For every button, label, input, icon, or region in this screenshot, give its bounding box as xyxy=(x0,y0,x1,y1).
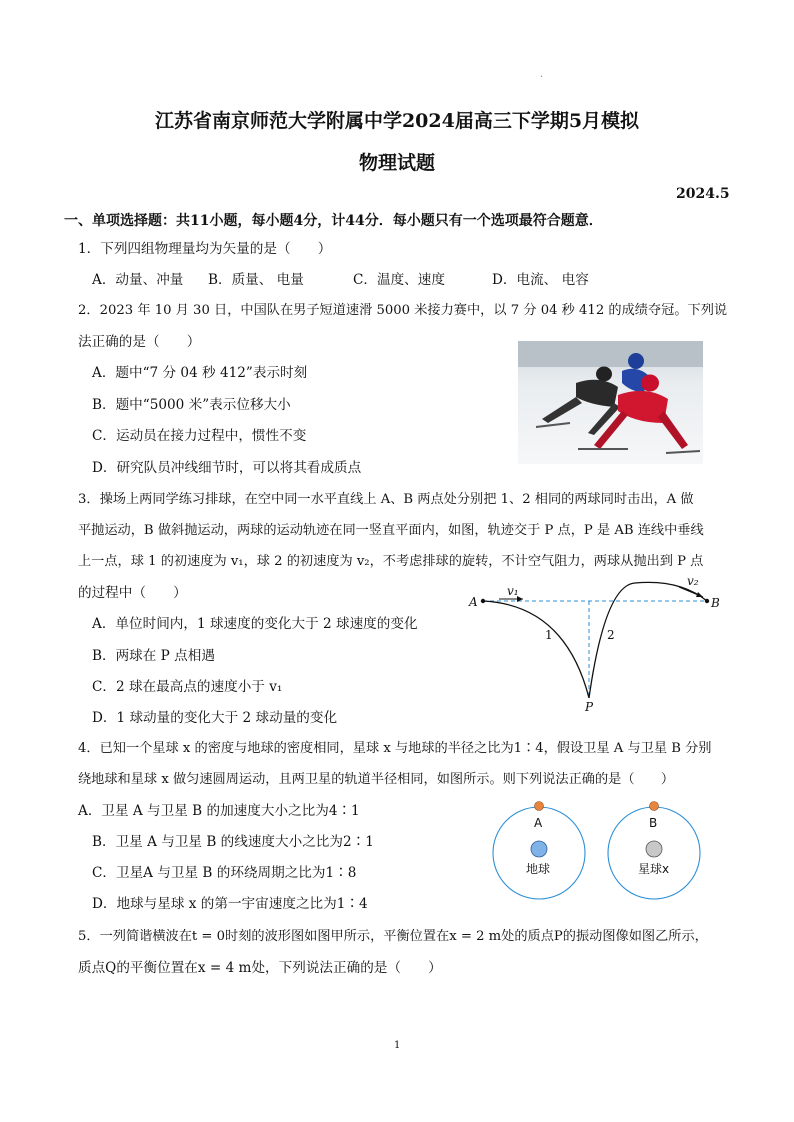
q2-option-c: C．运动员在接力过程中，惯性不变 xyxy=(92,428,307,444)
q2-option-a: A．题中“7 分 04 秒 412”表示时刻 xyxy=(92,365,308,381)
q2-option-d: D．研究队员冲线细节时，可以将其看成质点 xyxy=(92,460,362,476)
earth-icon xyxy=(531,841,547,857)
trajectory-ball-1 xyxy=(483,601,589,698)
label-v1: v₁ xyxy=(507,584,519,598)
q3-stem-line4: 的过程中（ ） xyxy=(78,585,187,601)
q3-stem-line3: 上一点，球 1 的初速度为 v₁，球 2 的初速度为 v₂，不考虑排球的旋转，不计空气阻力，两球从抛出到 P 点 xyxy=(78,554,704,569)
label-v2: v₂ xyxy=(687,575,699,588)
page-number: 1 xyxy=(394,1040,401,1051)
q3-option-a: A．单位时间内，1 球速度的变化大于 2 球速度的变化 xyxy=(92,616,418,632)
q2-stem-line2: 法正确的是（ ） xyxy=(78,334,201,350)
header-dot: · xyxy=(540,72,544,83)
q4-option-a: A．卫星 A 与卫星 B 的加速度大小之比为4∶1 xyxy=(78,803,360,819)
label-satellite-a: A xyxy=(534,816,543,830)
satellite-b-icon xyxy=(650,802,659,811)
v2-arrowhead xyxy=(696,592,703,597)
q4-orbit-diagram xyxy=(488,795,728,907)
q3-option-b: B．两球在 P 点相遇 xyxy=(92,648,215,664)
q3-trajectory-figure xyxy=(465,575,725,719)
page-title: 江苏省南京师范大学附属中学2024届高三下学期5月模拟 xyxy=(154,110,640,132)
q5-stem-line1: 5．一列简谐横波在t = 0时刻的波形图如图甲所示，平衡位置在x = 2 m处的质点P的振动图像如图乙所示， xyxy=(78,929,708,944)
q3-trajectory-diagram xyxy=(465,575,725,715)
label-trajectory-2: 2 xyxy=(607,628,615,642)
q3-option-d: D．1 球动量的变化大于 2 球动量的变化 xyxy=(92,710,338,726)
exam-date: 2024.5 xyxy=(676,186,730,202)
q3-stem-line2: 平抛运动，B 做斜抛运动，两球的运动轨迹在同一竖直平面内，如图，轨迹交于 P 点，P 是 AB 连线中垂线 xyxy=(78,523,704,538)
point-a-dot xyxy=(481,599,485,603)
page-subtitle: 物理试题 xyxy=(358,152,435,174)
q1-stem: 1．下列四组物理量均为矢量的是（ ） xyxy=(78,241,332,257)
point-b-dot xyxy=(705,599,709,603)
label-p: P xyxy=(585,700,594,714)
q3-stem-line1: 3．操场上两同学练习排球，在空中同一水平直线上 A、B 两点处分别把 1、2 相同的两球同时击出，A 做 xyxy=(78,492,694,507)
label-trajectory-1: 1 xyxy=(545,628,553,642)
q1-option-c: C．温度、速度 xyxy=(353,272,445,288)
satellite-a-icon xyxy=(535,802,544,811)
speed-skating-illustration xyxy=(518,341,703,464)
label-b: B xyxy=(711,596,720,610)
label-satellite-b: B xyxy=(649,816,658,830)
q4-stem-line1: 4．已知一个星球 x 的密度与地球的密度相同，星球 x 与地球的半径之比为1∶4，假设卫星 A 与卫星 B 分别 xyxy=(78,741,712,756)
q3-option-c: C．2 球在最高点的速度小于 v₁ xyxy=(92,679,283,695)
q1-option-b: B．质量、 电量 xyxy=(208,272,304,288)
q4-orbit-figure xyxy=(488,795,728,911)
section-heading: 一、单项选择题：共11小题，每小题4分，计44分．每小题只有一个选项最符合题意． xyxy=(64,213,603,229)
q4-option-c: C．卫星A 与卫星 B 的环绕周期之比为1∶8 xyxy=(92,865,357,881)
label-earth: 地球 xyxy=(526,862,551,876)
q1-option-a: A．动量、冲量 xyxy=(92,272,184,288)
q5-stem-line2: 质点Q的平衡位置在x = 4 m处，下列说法正确的是（ ） xyxy=(78,960,442,976)
planet-x-icon xyxy=(646,841,662,857)
q4-option-d: D．地球与星球 x 的第一宇宙速度之比为1∶4 xyxy=(92,896,368,912)
q4-option-b: B．卫星 A 与卫星 B 的线速度大小之比为2∶1 xyxy=(92,834,374,850)
speed-skating-photo xyxy=(518,341,703,464)
q1-option-d: D．电流、 电容 xyxy=(492,272,589,288)
label-a: A xyxy=(469,595,478,609)
label-planet-x: 星球x xyxy=(638,862,670,876)
q2-option-b: B．题中“5000 米”表示位移大小 xyxy=(92,397,291,413)
q4-stem-line2: 绕地球和星球 x 做匀速圆周运动，且两卫星的轨道半径相同，如图所示。则下列说法正确的是（ ） xyxy=(78,772,675,787)
q2-stem-line1: 2．2023 年 10 月 30 日，中国队在男子短道速滑 5000 米接力赛中，以 7 分 04 秒 412 的成绩夺冠。下列说 xyxy=(78,303,728,318)
